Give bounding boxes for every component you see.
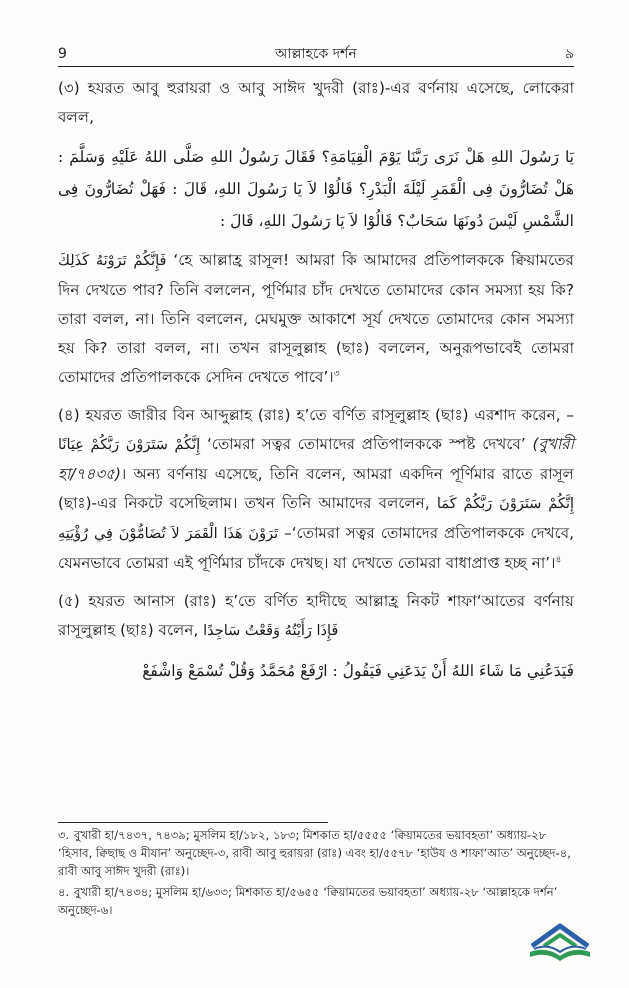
section-3-arabic: يَا رَسُولَ اللهِ هَلْ نَرَى رَبَّنَا يَوْمَ الْقِيَامَةِ؟ فَقَالَ رَسُولُ اللهِ صَلَّى اللهُ عَلَيْهِ وَسَلَّمَ : هَلْ تُضَارُّونَ فِى الْقَمَرِ لَيْلَةَ الْبَدْرِ؟ قَالُوْا لاَ يَا رَسُولَ اللهِ، قَالَ : فَهَلْ تُضَارُّونَ فِى الشَّمْسِ لَيْسَ دُونَهَا سَحَابٌ؟ قَالُوْا لاَ يَا رَسُولَ اللهِ، قَالَ : [58,148,574,230]
section-5-arabic-inline: فَإِذَا رَأَيْتُهُ وَقَعْتُ سَاجِدًا [203,623,339,639]
section-3-translation [58,246,574,392]
running-title: আল্লাহকে দর্শন [275,46,357,62]
header-divider [58,66,574,67]
section-4-text-d: –‘তোমরা সত্বর তোমাদের প্রতিপালককে দেখবে, যেমনভাবে তোমরা এই পূর্ণিমার চাঁদকে দেখছ। যা দেখতে তোমরা বাধাপ্রাপ্ত হচ্ছ না’। [58,524,574,572]
footnote-3-text: বুখারী হা/৭৪৩৭, ৭৪৩৯; মুসলিম হা/১৮২, ১৮৩; মিশকাত হা/৫৫৫৫ ‘ক্বিয়ামতের ভয়াবহতা’ অধ্যায়-২৮ ‘হিসাব, ক্বিছাছ ও মীযান’ অনুচ্ছেদ-৩, রাবী আবু হুরায়রা (রাঃ) এবং হা/৫৫৭৮ ‘হাউয ও শাফা‘আত’ অনুচ্ছেদ-৪, রাবী আবু সাঈদ খুদরী (রাঃ)। [58,828,571,878]
section-4-arabic-a: إِنَّكُمْ سَتَرَوْنَ رَبَّكُمْ عِيَانًا [58,437,201,453]
footnote-4-text: বুখারী হা/৭৪৩৪; মুসলিম হা/৬৩৩; মিশকাত হা/৫৬৫৫ ‘ক্বিয়ামতের ভয়াবহতা’ অধ্যায়-২৮ ‘আল্লাহকে দর্শন’ অনুচ্ছেদ-৬। [58,885,558,917]
section-4-arabic-b: إِنَّكُمْ سَتَرَوْنَ رَبَّكُمْ كَمَا تَرَوْنَ هَذَا الْقَمَرَ لاَ تُضَامُّوْنَ فِي رُؤْيَتِهِ [58,496,575,542]
main-text [58,74,574,696]
section-4-text-a: (৪) হযরত জারীর বিন আব্দুল্লাহ (রাঃ) হ’তে বর্ণিত রাসূলুল্লাহ (ছাঃ) এরশাদ করেন, – [58,406,574,424]
section-4-text-b: ‘তোমরা সত্বর তোমাদের প্রতিপালককে স্পষ্ট দেখবে’ [206,435,526,453]
page-header [58,44,574,64]
footnote-ref-3[interactable]: ৩ [333,368,340,379]
publisher-logo-icon [524,916,596,964]
section-5-arabic: فَيَدَعُنِي مَا شَاءَ اللهُ أَنْ يَدَعَنِي فَيَقُولُ : ارْفَعْ مُحَمَّدُ وَقُلْ تُسْمَعْ وَاشْفَعْ [142,662,574,680]
footnote-3-number: ৩. [58,828,70,842]
page-number-left: 9 [58,46,67,62]
page-number-right: ৯ [564,46,574,62]
section-3-arabic-inline: فَإِنَّكُمْ تَرَوْنَهُ كَذَلِكَ [58,253,167,269]
footnote-divider [58,822,328,823]
footnote-4 [58,883,574,919]
footnote-4-number: ৪. [58,885,70,899]
section-5-text: (৫) হযরত আনাস (রাঃ) হ’তে বর্ণিত হাদীছে আল্লাহ্র নিকট শাফা‘আতের বর্ণনায় রাসূলুল্লাহ (ছাঃ) বলেন, [58,592,574,639]
footnote-ref-4[interactable]: ৪ [555,554,562,565]
section-3-translation-text: ‘হে আল্লাহ্র রাসূল! আমরা কি আমাদের প্রতিপালককে ক্বিয়ামতের দিন দেখতে পাব? তিনি বললেন, পূর্ণিমার চাঁদ দেখতে তোমাদের কোন সমস্যা হয় কি? তারা বলল, না। তিনি বললেন, মেঘমুক্ত আকাশে সূর্য দেখতে তোমাদের কোন সমস্যা হয় কি? তারা বলল, না। তখন রাসূলুল্লাহ (ছাঃ) বললেন, অনুরূপভাবেই তোমরা তোমাদের প্রতিপালককে সেদিন দেখতে পাবে’। [58,251,575,386]
section-5 [58,587,574,646]
section-4-source: (বুখারী হা/৭৪৩৫) [58,435,575,483]
footnote-3 [58,826,574,880]
section-3-intro: (৩) হযরত আবু হুরায়রা ও আবু সাঈদ খুদরী (রাঃ)-এর বর্ণনায় এসেছে, লোকেরা বলল, [58,79,574,126]
section-4 [58,401,574,578]
section-4-text-c: । অন্য বর্ণনায় এসেছে, তিনি বলেন, আমরা একদিন পূর্ণিমার রাতে রাসূল (ছাঃ)-এর নিকটে বসেছিলাম। তখন তিনি আমাদের বললেন, [58,465,574,512]
footnotes [58,826,574,922]
